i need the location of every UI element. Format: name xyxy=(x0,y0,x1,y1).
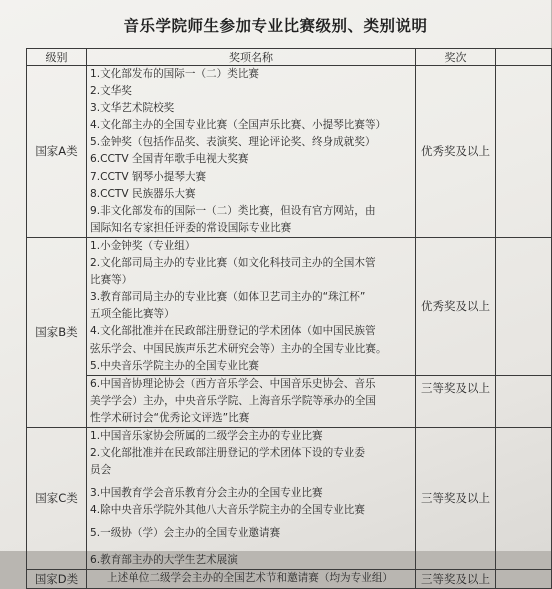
list-item: 8.CCTV 民族器乐大赛 xyxy=(90,187,196,200)
margin-cell xyxy=(496,427,552,569)
list-item: 国际知名专家担任评委的常设国际专业比赛 xyxy=(90,221,292,234)
items-cell-b xyxy=(87,237,416,375)
competition-table xyxy=(26,48,552,589)
table-row-d xyxy=(27,569,552,588)
list-item: 1.小金钟奖（专业组） xyxy=(90,239,196,252)
table-row-c xyxy=(27,427,552,569)
prize-cell-b-extra: 三等奖及以上 xyxy=(416,375,496,427)
list-item: 上述单位二级学会主办的全国艺术节和邀请赛（均为专业组） xyxy=(107,572,394,585)
list-item: 美学学会）主办，中央音乐学院、上海音乐学院等承办的全国 xyxy=(90,394,377,407)
header-award: 奖项名称 xyxy=(87,49,416,66)
list-item: 1.文化部发布的国际一（二）类比赛 xyxy=(90,68,260,80)
items-cell-d xyxy=(87,569,416,588)
list-item: 9.非文化部发布的国际一（二）类比赛，但设有官方网站，由 xyxy=(90,204,376,217)
header-prize: 奖次 xyxy=(416,49,496,66)
list-item: 7.CCTV 钢琴小提琴大赛 xyxy=(90,170,207,183)
list-item: 员会 xyxy=(90,464,112,477)
table-row-b-extra xyxy=(27,375,552,427)
items-cell-a xyxy=(87,66,416,238)
level-cell-a: 国家A类 xyxy=(27,66,87,238)
table-row-a xyxy=(27,66,552,238)
margin-cell xyxy=(496,66,552,238)
list-item: 6.CCTV 全国青年歌手电视大奖赛 xyxy=(90,153,249,166)
level-cell-c: 国家C类 xyxy=(27,427,87,569)
list-item: 5.金钟奖（包括作品奖、表演奖、理论评论奖、终身成就奖） xyxy=(90,136,376,149)
list-item: 1.中国音乐家协会所属的二级学会主办的专业比赛 xyxy=(90,429,323,442)
list-item: 5.中央音乐学院主办的全国专业比赛 xyxy=(90,359,260,372)
margin-cell xyxy=(496,237,552,375)
list-item: 6.中国音协理论协会（西方音乐学会、中国音乐史协会、音乐 xyxy=(90,377,376,390)
table-header-row xyxy=(27,49,552,66)
list-item: 4.除中央音乐学院外其他八大音乐学院主办的全国专业比赛 xyxy=(90,504,365,517)
list-item: 6.教育部主办的大学生艺术展演 xyxy=(90,553,238,566)
table-row-b xyxy=(27,237,552,375)
list-item: 2.文华奖 xyxy=(90,85,132,98)
level-cell-b: 国家B类 xyxy=(27,237,87,427)
list-item: 4.文化部主办的全国专业比赛（全国声乐比赛、小提琴比赛等） xyxy=(90,119,387,132)
list-item: 3.文华艺术院校奖 xyxy=(90,102,175,115)
list-item: 3.教育部司局主办的专业比赛（如体卫艺司主办的“珠江杯” xyxy=(90,291,366,304)
level-cell-d: 国家D类 xyxy=(27,569,87,588)
margin-cell xyxy=(496,49,552,66)
document-title: 音乐学院师生参加专业比赛级别、类别说明 xyxy=(123,17,428,35)
margin-cell xyxy=(496,375,552,427)
margin-cell xyxy=(496,569,552,588)
list-item: 4.文化部批准并在民政部注册登记的学术团体（如中国民族管 xyxy=(90,325,376,338)
list-item: 2.文化部司局主办的专业比赛（如文化科技司主办的全国木管 xyxy=(90,257,376,270)
list-item: 五项全能比赛等） xyxy=(90,308,175,321)
items-cell-b-extra xyxy=(87,375,416,427)
prize-cell-c: 三等奖及以上 xyxy=(416,427,496,569)
list-item: 弦乐学会、中国民族声乐艺术研究会等）主办的全国专业比赛。 xyxy=(90,342,387,355)
list-item: 5.一级协（学）会主办的全国专业邀请赛 xyxy=(90,527,281,540)
list-item: 2.文化部批准并在民政部注册登记的学术团体下设的专业委 xyxy=(90,447,365,460)
items-cell-c xyxy=(87,427,416,569)
prize-cell-b: 优秀奖及以上 xyxy=(416,237,496,375)
list-item: 比赛等） xyxy=(90,274,133,287)
list-item: 性学术研讨会“优秀论文评选”比赛 xyxy=(90,411,250,424)
list-item: 3.中国教育学会音乐教育分会主办的全国专业比赛 xyxy=(90,487,323,500)
prize-cell-d: 三等奖及以上 xyxy=(416,569,496,588)
prize-cell-a: 优秀奖及以上 xyxy=(416,66,496,238)
header-level: 级别 xyxy=(27,49,87,66)
